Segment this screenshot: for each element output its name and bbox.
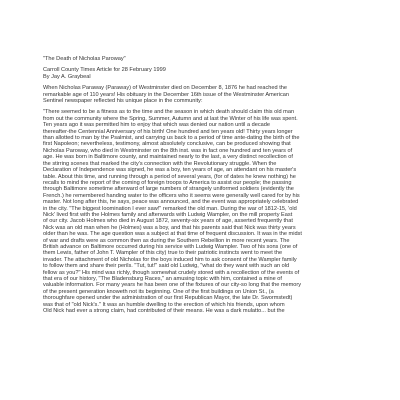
body-line: "There seemed to be a fitness as to the time and the season in which death should claim this old man (43, 109, 295, 116)
body-line: Nick' lived first with the Holmes family and afterwards with Ludwig Wampler, on the mill property East (43, 211, 293, 218)
body-line: age. He was born in Baltimore county, and maintained nearly to the last, a very distinct recollection of (43, 154, 293, 161)
body-line: table. About this time, and running through a period of several years, (for of dates he knew nothing) he (43, 173, 296, 180)
body-line: of war and drafts were as common then as during the Southern Rebellion in more recent years. The (43, 237, 290, 244)
body-line: to follow them and share their perils. "Tut, tut!" said old Ludwig, "what do they want with such an old (43, 263, 290, 270)
body-line: older than he was. The age question was a subject at that time of frequent discussion. It was in the midst (43, 231, 302, 238)
body-line: thereafter-the Centennial Anniversary of his birth! One hundred and ten years old! Thirty years longer (43, 128, 293, 135)
body-line: Nicholas Paroway, who died in Westminster on the 8th inst. was in fact one hundred and ten years of (43, 147, 293, 154)
article-body (43, 56, 361, 319)
body-line: Nick was an old man when he (Holmes) was a boy, and that his parents said that Nick was thirty years (43, 224, 296, 231)
header-line: Carroll County Times Article for 28 February 1999 (43, 67, 166, 74)
quoted-obituary (43, 109, 361, 314)
body-line: invader. The attachment of old Nicholas for the boys induced him to ask consent of the Wampler family (43, 256, 297, 263)
body-line: thoroughfare opened under the administration of our first Republican Mayor, the late Dr. Swormstedt) (43, 295, 293, 302)
body-line: first Napoleon; nevertheless, testimony, almost absolutely conclusive, can be produced showing that (43, 141, 291, 148)
intro-line: When Nicholas Paraway (Paraway) of Westminster died on December 8, 1876 he had reached the (43, 85, 287, 92)
body-line: Old Nick had ever a strong claim, had contributed of their means. He was a dark mulatto... but the (43, 308, 285, 315)
body-line: in the city. "The biggest loomination I ever saw!" remarked the old man. During the war of 1812-15, 'old (43, 205, 297, 212)
intro-paragraph (43, 85, 361, 104)
body-line: that era of our history, "The Bladensburg Races," an amusing topic with him, contained a mine of (43, 276, 282, 282)
body-line: was that of "old Nick's." It was an humble dwelling to the erection of which his friends, upon whom (43, 301, 285, 308)
body-line: British advance on Baltimore occurred during his service with Ludwig Wampler. Two of his sons (one of (43, 243, 298, 250)
body-line: master. Not long after this, he says, peace was announced, and the event was appropriately celebrated (43, 199, 299, 206)
header-line: By Jay A. Graybeal (43, 73, 91, 80)
body-line: than allotted to man by the Psalmist, and carrying us back to a period of time ante-dating the birth of the (43, 135, 300, 142)
body-line: of the present generation knoweth not its beginning. One of the first buildings on Union St., (a (43, 288, 274, 295)
article-title: "The Death of Nicholas Paroway" (43, 56, 126, 62)
article-header (43, 67, 361, 80)
body-line: French.) he remembered handing water to the officers who it seems were generally well cared for by his (43, 192, 300, 199)
body-line: valuable information. For many years he has been one of the fixtures of our city-so long that the memory (43, 282, 302, 289)
body-line: fellow as you?" His mind was richly, though somewhat crudely stored with a recollection of the events of (43, 269, 300, 276)
intro-line: Sentinel newspaper reflected his unique place in the community: (43, 98, 203, 105)
body-line: the stirring scenes that marked the city's connection with the Revolutionary struggle. When the (43, 160, 277, 167)
intro-line: remarkable age of 110 years! His obituary in the December 16th issue of the Westminster American (43, 91, 290, 98)
body-line: recalls to mind the report of the coming of foreign troops to America to assist our people; the passing (43, 179, 292, 186)
body-line: Ten years ago it was permitted him to enjoy that which was denied our nation until a decade (43, 122, 270, 129)
body-line: Declaration of Independence was signed, he was a boy, ten years of age, an attendant on his master's (43, 167, 297, 174)
body-line: of our city. Jacob Holmes who died in August 1872, seventy-six years of age, asserted frequently that (43, 218, 293, 225)
body-line: them Lewis, father of John T. Wampler of this city) true to their patriotic instincts went to meet the (43, 250, 283, 257)
body-line: from out the community where the Spring, Summer, Autumn and at last the Winter of his life was spent. (43, 115, 298, 122)
body-line: through Baltimore sometime afterward of large numbers of strangely uniformed soldiers (evidently the (43, 186, 294, 193)
